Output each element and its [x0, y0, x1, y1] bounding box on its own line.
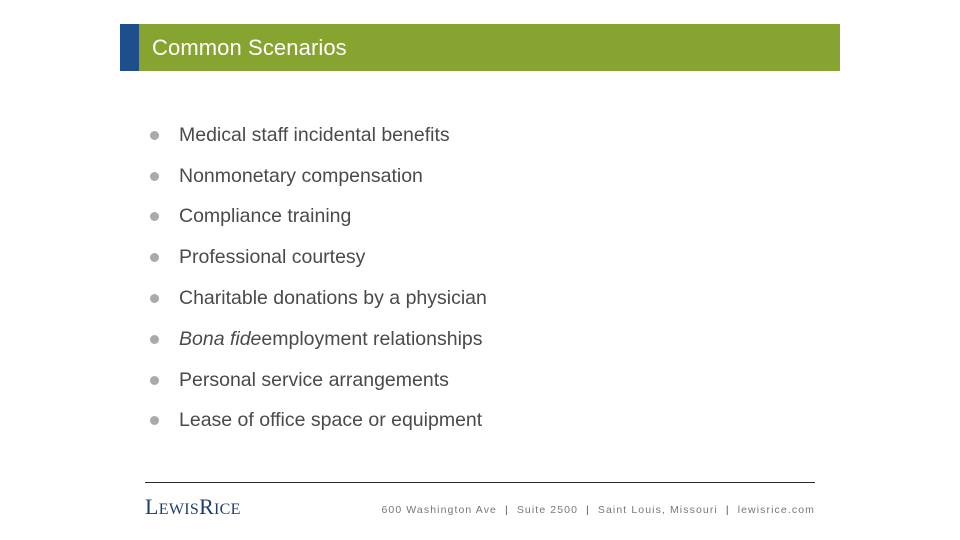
- bullet-text-italic: Bona fide: [179, 327, 262, 350]
- bullet-dot-icon: [150, 294, 159, 303]
- bullet-text: employment relationships: [261, 327, 483, 350]
- bullet-text: Professional courtesy: [179, 246, 366, 269]
- bullet-dot-icon: [150, 416, 159, 425]
- title-bar: [120, 24, 840, 71]
- footer-separator: |: [586, 504, 590, 516]
- list-item: [150, 360, 487, 401]
- bullet-list: [150, 115, 487, 441]
- logo-initial-l: L: [145, 494, 159, 519]
- bullet-dot-icon: [150, 172, 159, 181]
- logo-rest-ewis: EWIS: [158, 501, 200, 518]
- bullet-text: Medical staff incidental benefits: [179, 123, 450, 146]
- list-item: [150, 401, 487, 442]
- footer-divider: [145, 482, 815, 483]
- bullet-dot-icon: [150, 131, 159, 140]
- list-item: [150, 115, 487, 156]
- slide-title: Common Scenarios: [152, 34, 347, 60]
- list-item: [150, 156, 487, 197]
- footer-city: Saint Louis, Missouri: [597, 504, 718, 516]
- bullet-dot-icon: [150, 212, 159, 221]
- title-band: [139, 24, 840, 71]
- bullet-text: Lease of office space or equipment: [179, 409, 483, 432]
- list-item: [150, 237, 487, 278]
- bullet-dot-icon: [150, 376, 159, 385]
- footer-separator: |: [725, 504, 730, 516]
- footer-street: 600 Washington Ave: [381, 504, 497, 516]
- title-accent-stripe: [120, 24, 139, 71]
- list-item: [150, 278, 487, 319]
- bullet-text: Compliance training: [179, 205, 352, 228]
- footer-website-link[interactable]: lewisrice.com: [737, 504, 815, 516]
- bullet-text: Personal service arrangements: [179, 368, 449, 391]
- bullet-dot-icon: [150, 253, 159, 262]
- lewis-rice-logo: [145, 496, 241, 518]
- bullet-text: Nonmonetary compensation: [179, 164, 423, 187]
- footer-suite: Suite 2500: [516, 504, 579, 516]
- list-item: [150, 197, 487, 238]
- footer-separator: |: [505, 504, 509, 516]
- footer-address: [381, 504, 815, 516]
- logo-initial-r: R: [199, 494, 215, 519]
- logo-rest-ice: ICE: [214, 501, 241, 518]
- bullet-dot-icon: [150, 335, 159, 344]
- bullet-text: Charitable donations by a physician: [179, 287, 487, 310]
- list-item: [150, 319, 487, 360]
